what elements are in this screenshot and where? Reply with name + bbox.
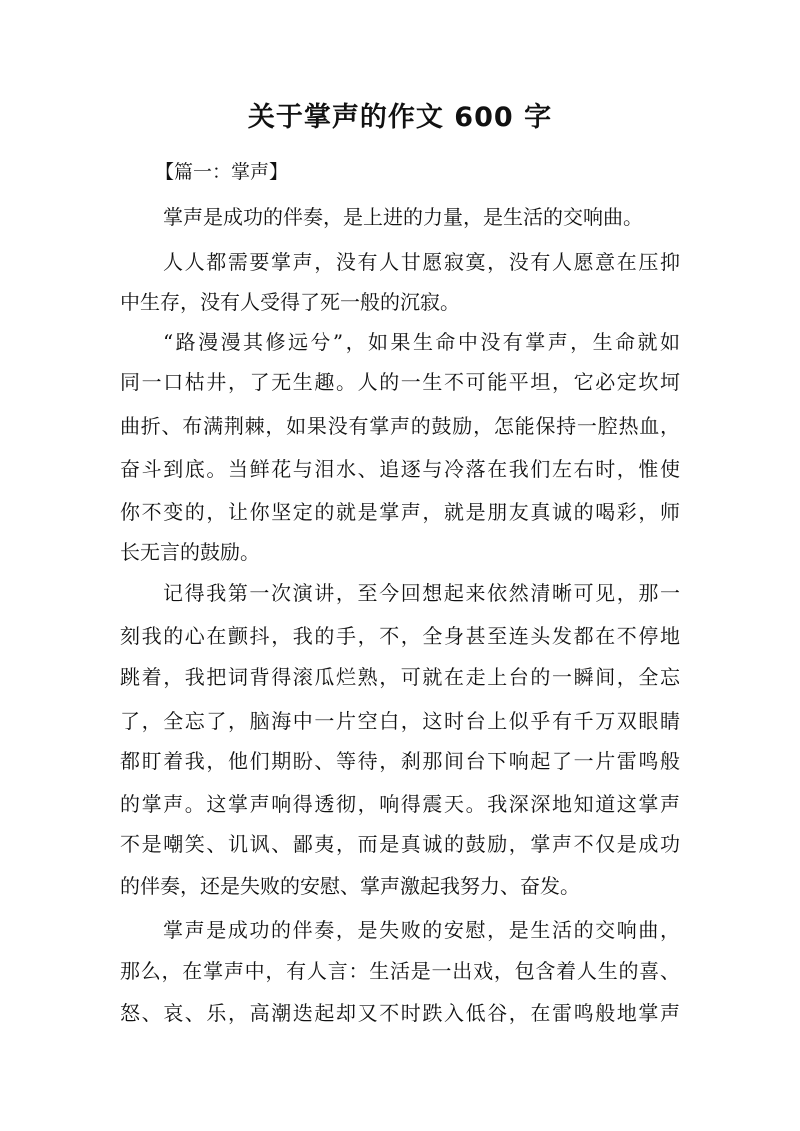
- text-line: 掌声是成功的伴奏，是失败的安慰，是生活的交响曲，: [163, 918, 680, 942]
- text-line: 怒、哀、乐，高潮迭起却又不时跌入低谷，在雷鸣般地掌声: [120, 1001, 680, 1025]
- document-title: 关于掌声的作文 600 字: [247, 102, 553, 133]
- text-line: 那么，在掌声中，有人言：生活是一出戏，包含着人生的喜、: [120, 959, 680, 983]
- text-line: 的掌声。这掌声响得透彻，响得震天。我深深地知道这掌声: [120, 792, 680, 816]
- text-line: “路漫漫其修远兮”，如果生命中没有掌声，生命就如: [163, 330, 680, 354]
- text-line: 记得我第一次演讲，至今回想起来依然清晰可见，那一: [163, 581, 680, 605]
- section-heading: 【篇一：掌声】: [155, 161, 289, 183]
- text-line: 都盯着我，他们期盼、等待，刹那间台下响起了一片雷鸣般: [120, 749, 680, 773]
- text-line: 长无言的鼓励。: [120, 540, 260, 564]
- text-line: 刻我的心在颤抖，我的手，不，全身甚至连头发都在不停地: [120, 624, 680, 648]
- text-line: 不是嘲笑、讥讽、鄙夷，而是真诚的鼓励，掌声不仅是成功: [120, 832, 680, 856]
- text-line: 你不变的，让你坚定的就是掌声，就是朋友真诚的喝彩，师: [120, 500, 680, 524]
- text-line: 同一口枯井，了无生趣。人的一生不可能平坦，它必定坎坷: [120, 370, 680, 394]
- text-line: 掌声是成功的伴奏，是上进的力量，是生活的交响曲。: [163, 205, 643, 229]
- text-line: 人人都需要掌声，没有人甘愿寂寞，没有人愿意在压抑: [163, 250, 680, 274]
- text-line: 曲折、布满荆棘，如果没有掌声的鼓励，怎能保持一腔热血，: [120, 414, 680, 438]
- text-line: 的伴奏，还是失败的安慰、掌声激起我努力、奋发。: [120, 874, 580, 898]
- text-line: 了，全忘了，脑海中一片空白，这时台上似乎有千万双眼睛: [120, 709, 680, 733]
- text-line: 中生存，没有人受得了死一般的沉寂。: [120, 290, 460, 314]
- text-line: 奋斗到底。当鲜花与泪水、追逐与冷落在我们左右时，惟使: [120, 457, 680, 481]
- text-line: 跳着，我把词背得滚瓜烂熟，可就在走上台的一瞬间，全忘: [120, 665, 680, 689]
